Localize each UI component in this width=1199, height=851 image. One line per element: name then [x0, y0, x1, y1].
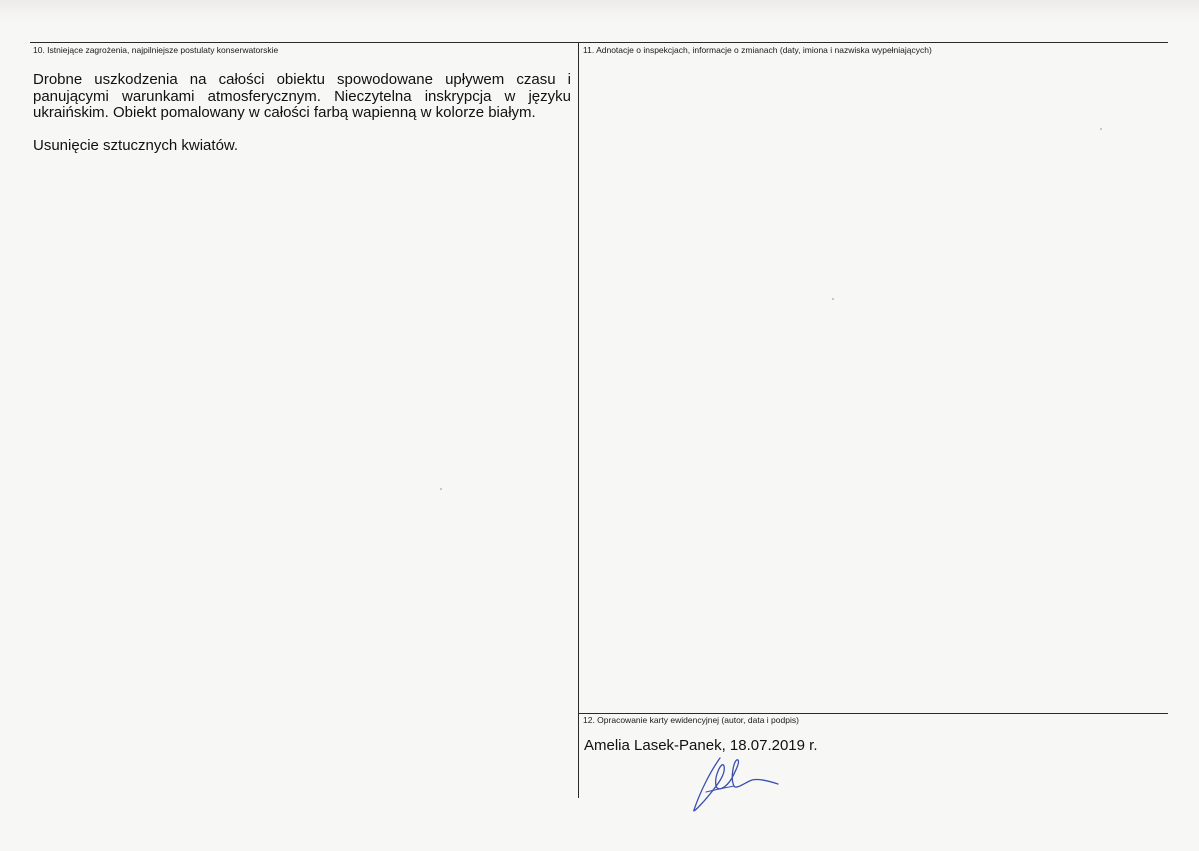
- section-12-label: 12. Opracowanie karty ewidencyjnej (autor, data i podpis): [583, 715, 799, 725]
- section-11-label: 11. Adnotacje o inspekcjach, informacje o zmianach (daty, imiona i nazwiska wypełniających): [583, 45, 932, 55]
- handwritten-signature: [680, 752, 780, 814]
- scan-speck: [832, 298, 834, 300]
- section-10-label: 10. Istniejące zagrożenia, najpilniejsze postulaty konserwatorskie: [33, 45, 279, 55]
- section-10-paragraph-2: Usunięcie sztucznych kwiatów.: [33, 136, 239, 154]
- column-divider: [578, 42, 579, 798]
- section-10-body: [33, 72, 571, 170]
- top-horizontal-rule: [30, 42, 1168, 43]
- section-10-paragraph-1: Drobne uszkodzenia na całości obiektu spowodowane upływem czasu i panującymi warunkami atmosferycznym. Nieczytelna inskrypcja w języku ukraińskim. Obiekt pomalowany w całości farbą wapienną w kolorze białym.: [33, 71, 571, 121]
- author-date-line: Amelia Lasek-Panek, 18.07.2019 r.: [584, 737, 818, 754]
- scan-speck: [440, 488, 442, 490]
- scan-speck: [1100, 128, 1102, 130]
- section-12-rule: [578, 713, 1168, 714]
- scan-edge-shading: [0, 0, 1199, 24]
